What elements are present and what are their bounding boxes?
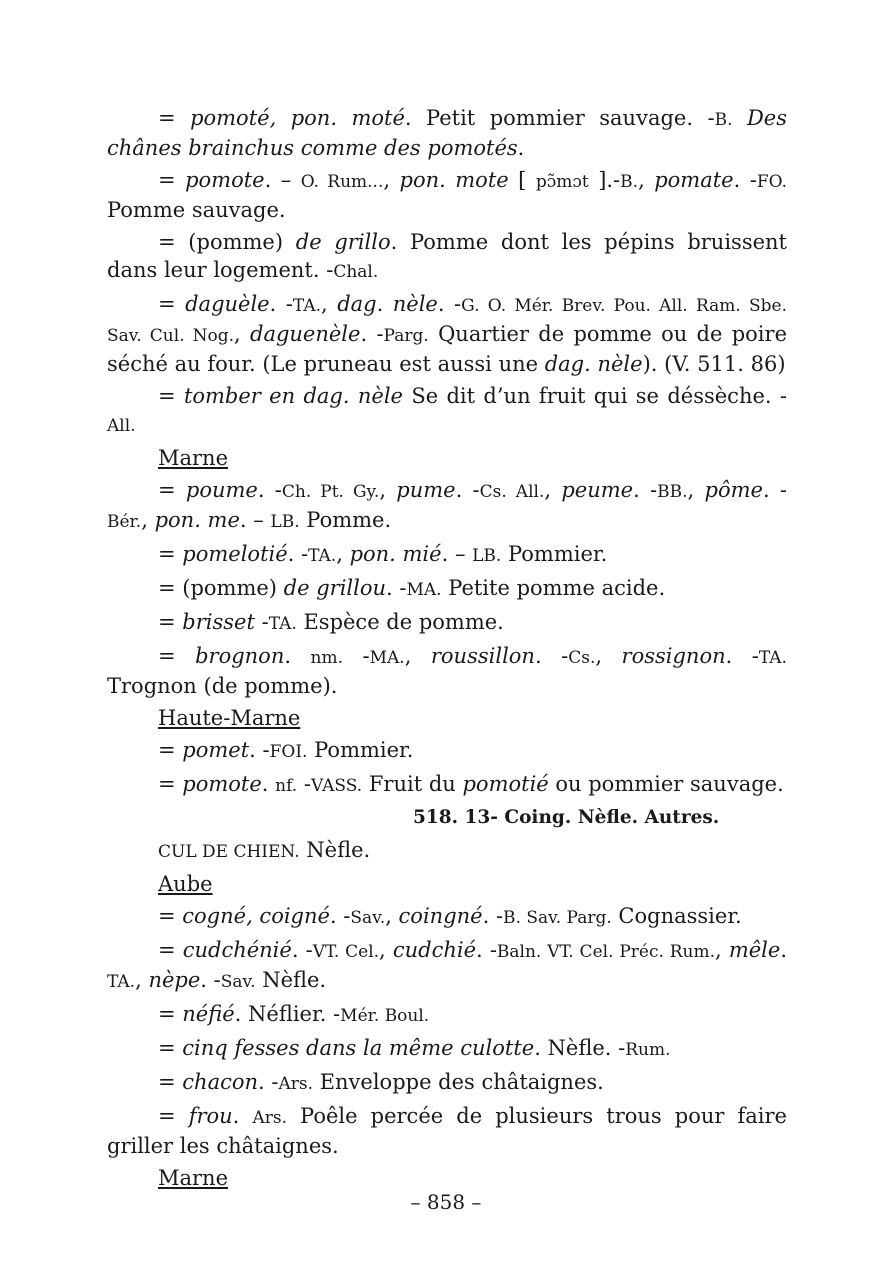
entry-pomote: = pomote. – O. Rum..., pon. mote [ pɔ̃mɔt ].-B., pomate. -FO. Pomme sauvage.	[107, 168, 787, 222]
entry-tomber-en-dag-nele: = tomber en dag. nèle Se dit d’un fruit qui se déssèche. -All.	[107, 384, 788, 436]
entry-brisset: = brisset -TA. Espèce de pomme.	[158, 610, 504, 634]
entry-poume: = poume. -Ch. Pt. Gy., pume. -Cs. All., peume. -BB., pôme. -Bér., pon. me. – LB. Pomme.	[107, 478, 788, 532]
entry-cudchenie: = cudchénié. -VT. Cel., cudchié. -Baln. VT. Cel. Préc. Rum., mêle. TA., nèpe. -Sav. Nèfle.	[107, 938, 787, 992]
entry-cul-de-chien: CUL DE CHIEN. Nèfle.	[158, 838, 371, 862]
section-heading: 518. 13- Coing. Nèfle. Autres.	[413, 807, 720, 828]
entry-pomote-moté: = pomoté, pon. moté. Petit pommier sauvage. -B. Des chânes brainchus comme des pomotés.	[107, 106, 787, 160]
entry-brognon: = brognon. nm. -MA., roussillon. -Cs., rossignon. -TA. Trognon (de pomme).	[107, 644, 787, 698]
entry-de-grillo: = (pomme) de grillo. Pomme dont les pépins bruissent dans leur logement. -Chal.	[107, 230, 787, 282]
page-number: – 858 –	[410, 1190, 482, 1214]
entry-cogne: = cogné, coigné. -Sav., coingné. -B. Sav. Parg. Cognassier.	[158, 904, 742, 928]
entry-pomote-nf: = pomote. nf. -VASS. Fruit du pomotié ou pommier sauvage.	[158, 772, 784, 796]
entry-daguele: = daguèle. -TA., dag. nèle. -G. O. Mér. Brev. Pou. All. Ram. Sbe. Sav. Cul. Nog., daguenèle. -Parg. Quartier de pomme ou de poire séché au four. (Le pruneau est aussi une dag. nèle). (V. 511. 86)	[107, 292, 788, 376]
entry-nefie: = néfié. Néflier. -Mér. Boul.	[158, 1002, 430, 1026]
entry-de-grillou: = (pomme) de grillou. -MA. Petite pomme acide.	[158, 576, 666, 600]
entry-chacon: = chacon. -Ars. Enveloppe des châtaignes.	[158, 1070, 604, 1094]
entry-frou: = frou. Ars. Poêle percée de plusieurs trous pour faire griller les châtaignes.	[107, 1104, 787, 1158]
page-body	[107, 104, 787, 1196]
entry-pomet: = pomet. -FOI. Pommier.	[158, 738, 414, 762]
entry-pomelotie: = pomelotié. -TA., pon. mié. – LB. Pommier.	[158, 542, 608, 566]
region-heading-marne: Marne	[158, 446, 229, 470]
region-heading-haute-marne: Haute-Marne	[158, 706, 301, 730]
entry-cinq-fesses: = cinq fesses dans la même culotte. Nèfle. -Rum.	[158, 1036, 671, 1060]
region-heading-marne-2: Marne	[158, 1166, 229, 1190]
region-heading-aube: Aube	[158, 872, 213, 896]
